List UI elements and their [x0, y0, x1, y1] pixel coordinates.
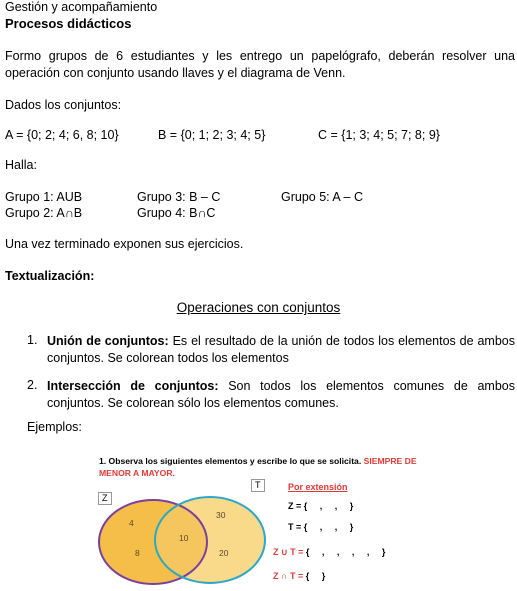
halla-label: Halla:	[5, 158, 37, 172]
row-intersection-set: { }	[303, 571, 326, 581]
group-1: Grupo 1: AUB	[5, 190, 83, 204]
row-union-label: Z ∪ T =	[273, 547, 304, 557]
venn-number-8: 8	[135, 548, 140, 558]
venn-number-20: 20	[219, 548, 229, 558]
textualizacion-heading: Textualización:	[5, 269, 95, 283]
venn-diagram	[95, 455, 425, 591]
row-t: T = { , , }	[288, 522, 354, 532]
venn-label-z: Z	[98, 492, 112, 505]
ejemplos-label: Ejemplos:	[27, 420, 82, 434]
group-2: Grupo 2: A∩B	[5, 206, 83, 220]
venn-number-30: 30	[216, 510, 226, 520]
row-union	[273, 547, 385, 558]
item-1-term: Unión de conjuntos:	[47, 334, 169, 348]
item-2-text: Son todos los elementos comunes de ambos conjuntos. Se colorean sólo los elementos comunes.	[47, 379, 515, 410]
worksheet-image	[95, 455, 425, 591]
item-2-number: 2.	[27, 378, 38, 392]
section-title: Operaciones con conjuntos	[176, 300, 341, 315]
item-2	[47, 378, 515, 412]
worksheet-instruction-red: SIEMPRE DE MENOR A MAYOR.	[99, 456, 417, 478]
venn-number-10: 10	[179, 533, 189, 543]
closing-text: Una vez terminado exponen sus ejercicios.	[5, 237, 244, 251]
item-1	[47, 333, 515, 367]
header-title: Procesos didácticos	[5, 16, 132, 31]
por-extension-heading: Por extensión	[288, 482, 348, 492]
intro-paragraph: Formo grupos de 6 estudiantes y les entrego un papelógrafo, deberán resolver una operación con conjunto usando llaves y el diagrama de Venn.	[5, 49, 515, 80]
group-5: Grupo 5: A – C	[281, 190, 363, 204]
group-3: Grupo 3: B – C	[137, 190, 221, 204]
set-c: C = {1; 3; 4; 5; 7; 8; 9}	[318, 128, 440, 142]
venn-label-t: T	[251, 479, 265, 492]
item-1-number: 1.	[27, 333, 38, 347]
row-z: Z = { , , }	[288, 501, 354, 511]
set-a: A = {0; 2; 4; 6, 8; 10}	[5, 128, 119, 142]
worksheet-instruction-text: 1. Observa los siguientes elementos y escribe lo que se solicita.	[99, 456, 362, 466]
item-1-text: Es el resultado de la unión de todos los elementos de ambos conjuntos. Se colorean todos los elementos	[47, 334, 516, 365]
venn-number-4: 4	[129, 518, 134, 528]
item-2-term: Intersección de conjuntos:	[47, 379, 219, 393]
header-subtitle: Gestión y acompañamiento	[5, 0, 158, 14]
row-union-set: { , , , , }	[303, 547, 386, 557]
row-intersection-label: Z ∩ T =	[273, 571, 304, 581]
group-4: Grupo 4: B∩C	[137, 206, 216, 220]
row-intersection	[273, 571, 325, 581]
dados-label: Dados los conjuntos:	[5, 98, 122, 112]
set-b: B = {0; 1; 2; 3; 4; 5}	[158, 128, 266, 142]
